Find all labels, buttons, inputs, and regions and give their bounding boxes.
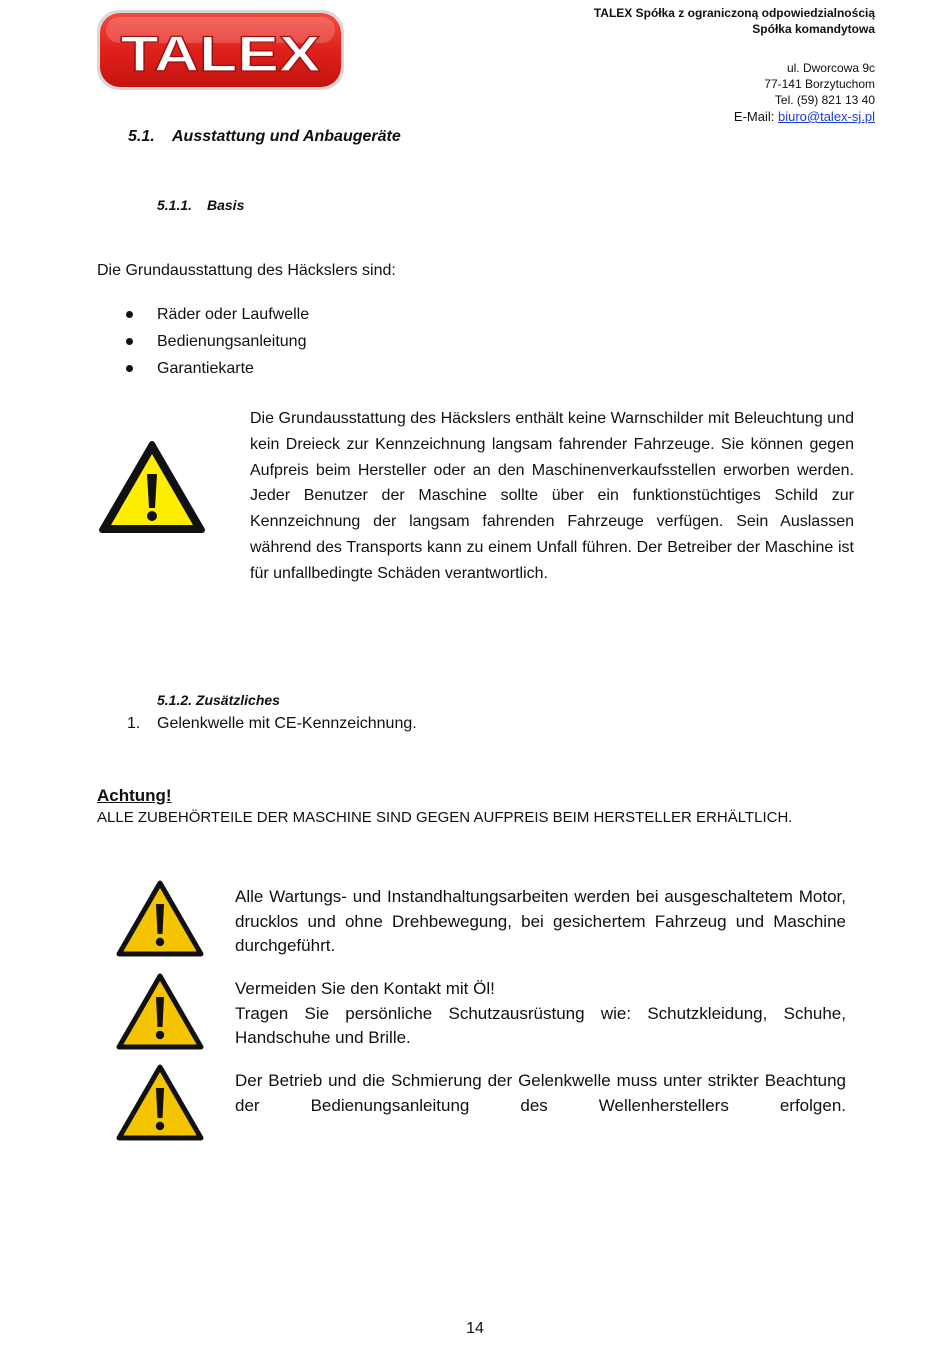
numbered-item <box>127 715 417 733</box>
warning-triangle-icon <box>116 973 204 1051</box>
list-item-text: Garantiekarte <box>157 360 254 377</box>
warning-text-maintenance <box>235 885 846 959</box>
list-item-text: Bedienungsanleitung <box>157 333 307 350</box>
bullet-icon <box>126 338 133 345</box>
bullet-list <box>126 305 309 386</box>
talex-logo <box>96 9 345 91</box>
section-heading <box>128 128 401 146</box>
achtung-text: ALLE ZUBEHÖRTEILE DER MASCHINE SIND GEGEN AUFPREIS BEIM HERSTELLER ERHÄLTLICH. <box>97 809 793 826</box>
list-item <box>126 305 309 332</box>
warning-triangle-icon <box>116 1064 204 1142</box>
phone: Tel. (59) 821 13 40 <box>774 93 875 107</box>
email-label: E-Mail: <box>733 109 778 124</box>
warning-paragraph: Tragen Sie persönliche Schutzausrüstung wie: Schutzkleidung, Schuhe, Handschuhe und Brille. <box>235 1003 846 1047</box>
logo-text: TALEX <box>120 26 321 82</box>
list-item <box>126 332 309 359</box>
bullet-icon <box>126 311 133 318</box>
city: 77-141 Borzytuchom <box>764 77 875 91</box>
warning-text-oil <box>235 977 846 1051</box>
page-number: 14 <box>466 1320 484 1337</box>
email-link[interactable]: biuro@talex-sj.pl <box>777 109 875 124</box>
company-name: TALEX Spółka z ograniczoną odpowiedzialnością <box>593 6 875 20</box>
warning-paragraph: Vermeiden Sie den Kontakt mit Öl! <box>235 979 495 998</box>
subsection-heading-basis <box>157 197 244 213</box>
intro-text: Die Grundausstattung des Häckslers sind: <box>97 262 396 279</box>
email-line <box>734 109 875 125</box>
list-item <box>126 359 309 386</box>
warning-text-pto-shaft <box>235 1069 846 1118</box>
subsection-number: 5.1.1. <box>157 197 193 213</box>
warning-paragraph: Alle Wartungs- und Instandhaltungsarbeiten werden bei ausgeschaltetem Motor, drucklos und ohne Drehbewegung, bei gesichertem Fahrzeug und Maschine durchgeführt. <box>235 887 846 955</box>
item-number: 1. <box>127 715 141 732</box>
subsection-heading-zusaetzliches: 5.1.2. Zusätzliches <box>157 692 280 708</box>
bullet-icon <box>126 365 133 372</box>
warning-paragraph: Der Betrieb und die Schmierung der Gelenkwelle muss unter strikter Beachtung der Bedienungsanleitung des Wellenherstellers erfolgen. <box>235 1071 846 1115</box>
address-block <box>734 60 875 125</box>
subsection-title: Basis <box>207 197 245 213</box>
warning-triangle-icon <box>98 440 206 536</box>
list-item-text: Räder oder Laufwelle <box>157 306 310 323</box>
item-text: Gelenkwelle mit CE-Kennzeichnung. <box>157 715 417 732</box>
street: ul. Dworcowa 9c <box>786 61 875 75</box>
warning-triangle-icon <box>116 880 204 958</box>
section-title: Ausstattung und Anbaugeräte <box>172 128 401 145</box>
company-type: Spółka komandytowa <box>752 22 875 36</box>
warning-text-lighting: Die Grundausstattung des Häckslers enthält keine Warnschilder mit Beleuchtung und kein Dreieck zur Kennzeichnung langsam fahrender Fahrzeuge. Sie können gegen Aufpreis beim Hersteller oder an den Maschinenverkaufsstellen erworben werden. Jeder Benutzer der Maschine sollte über ein funktionstüchtiges Schild zur Kennzeichnung der langsam fahrenden Fahrzeuge verfügen. Sein Auslassen während des Transports kann zu einem Unfall führen. Der Betreiber der Maschine ist für unfallbedingte Schäden verantwortlich. <box>250 410 854 582</box>
achtung-heading: Achtung! <box>97 786 172 805</box>
company-info <box>594 5 875 37</box>
section-number: 5.1. <box>128 128 155 145</box>
